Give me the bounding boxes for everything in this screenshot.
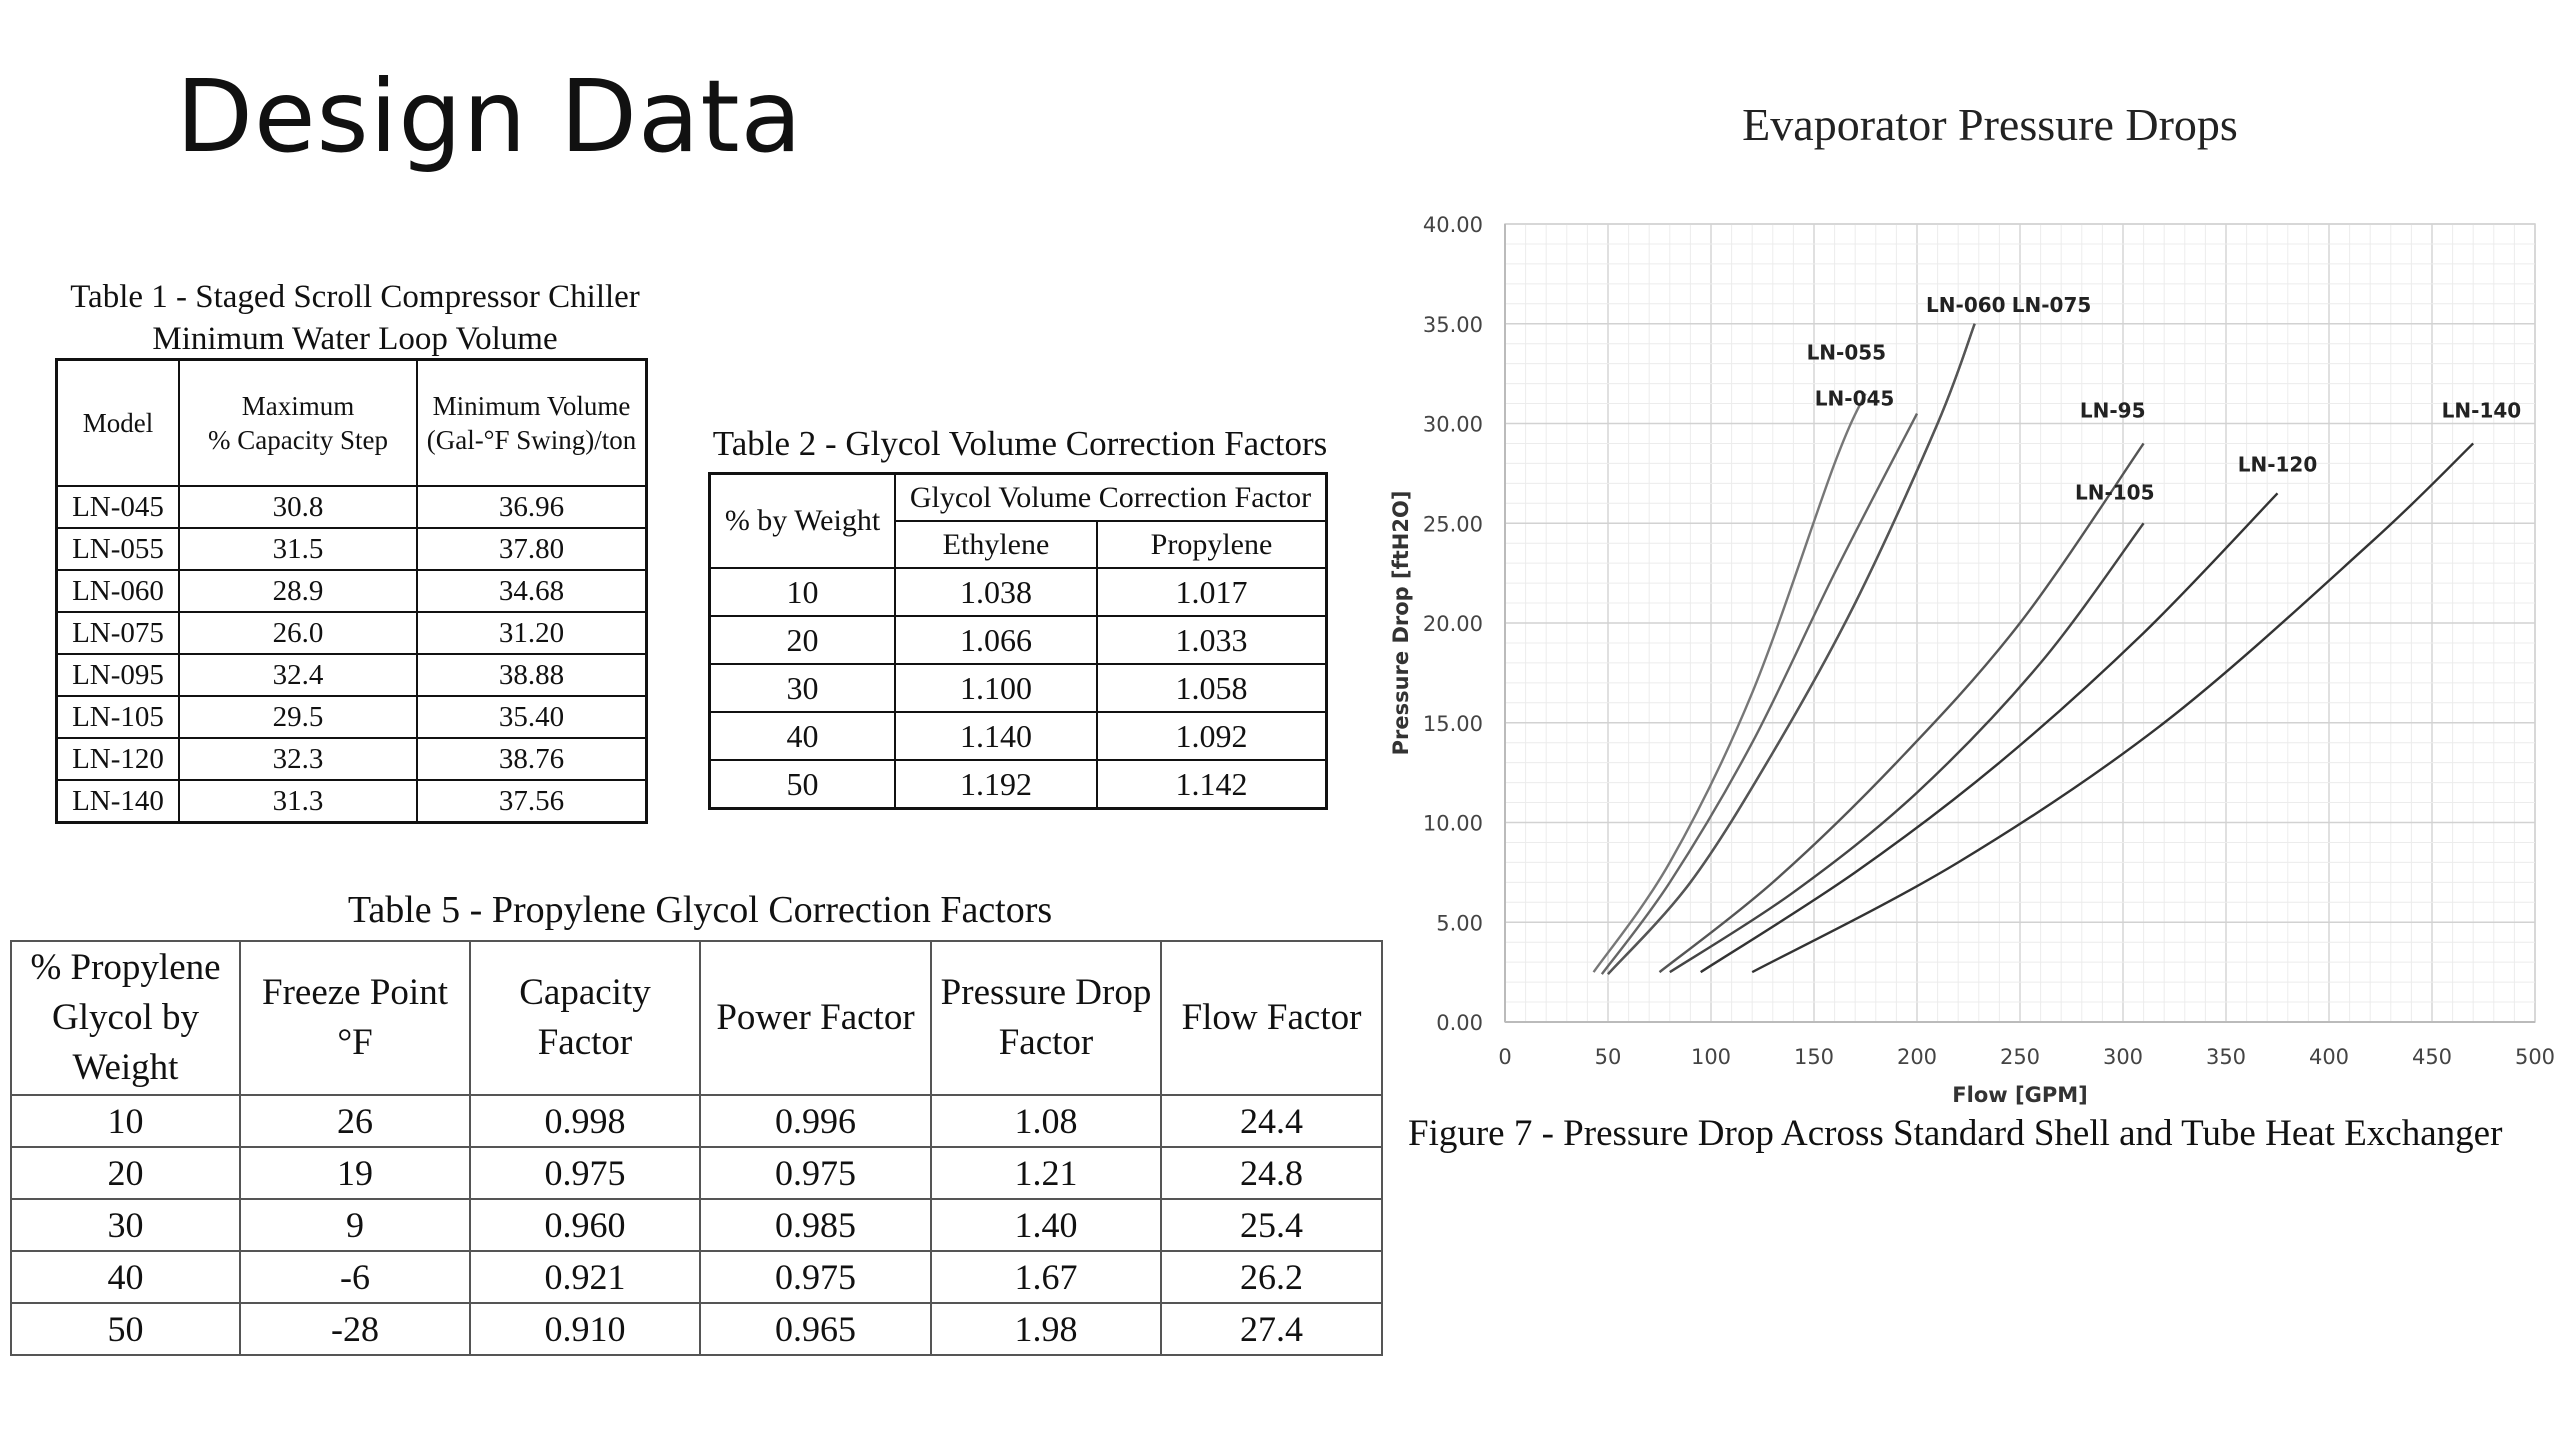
table5-caption: Table 5 - Propylene Glycol Correction Factors — [347, 889, 1053, 931]
y-axis-label: Pressure Drop [ftH2O] — [1389, 490, 1413, 756]
pressure-drop-chart — [1380, 99, 2560, 1120]
table1-min-water-volume — [55, 358, 648, 824]
series-label-ln-060: LN-060 — [1926, 292, 2006, 317]
table-row: 20 1.066 1.033 — [710, 616, 1327, 664]
table5-propylene-glycol-correction — [10, 940, 1383, 1356]
x-tick-label: 250 — [1999, 1045, 2041, 1069]
table-row: 10 1.038 1.017 — [710, 568, 1327, 616]
table-row: 40 1.140 1.092 — [710, 712, 1327, 760]
table5-header-weight: % Propylene Glycol by Weight — [11, 941, 240, 1095]
x-tick-label: 100 — [1690, 1045, 1732, 1069]
y-tick-label: 5.00 — [1436, 911, 1483, 936]
table5-header-flow: Flow Factor — [1161, 941, 1382, 1095]
table-row: LN-045 30.8 36.96 — [57, 486, 647, 528]
table5-header-capacity: Capacity Factor — [470, 941, 700, 1095]
x-tick-label: 200 — [1896, 1045, 1938, 1069]
y-tick-label: 35.00 — [1422, 312, 1483, 337]
series-label-ln-95: LN-95 — [2079, 398, 2146, 423]
table-row: LN-095 32.4 38.88 — [57, 654, 647, 696]
table5-header-power: Power Factor — [700, 941, 931, 1095]
table-row: 30 1.100 1.058 — [710, 664, 1327, 712]
table1-header-volume: Minimum Volume (Gal-°F Swing)/ton — [417, 360, 647, 487]
series-label-ln-075: LN-075 — [2011, 292, 2092, 317]
series-label-ln-105: LN-105 — [2074, 480, 2155, 505]
table-row: LN-120 32.3 38.76 — [57, 738, 647, 780]
y-tick-label: 40.00 — [1422, 213, 1483, 237]
x-tick-label: 0 — [1498, 1045, 1512, 1069]
y-tick-label: 25.00 — [1422, 512, 1483, 537]
table1-header-model: Model — [57, 360, 180, 487]
table2-glycol-volume-correction — [708, 472, 1328, 810]
table1-caption — [40, 276, 670, 360]
x-axis-label: Flow [GPM] — [1952, 1083, 2088, 1107]
table1-header-capacity: Maximum % Capacity Step — [179, 360, 417, 487]
table5-header-pressure: Pressure Drop Factor — [931, 941, 1161, 1095]
table-row: LN-055 31.5 37.80 — [57, 528, 647, 570]
table2-header-group: Glycol Volume Correction Factor — [895, 474, 1327, 522]
chart-title: Evaporator Pressure Drops — [1742, 99, 2238, 150]
table-row: 50 1.192 1.142 — [710, 760, 1327, 809]
table1-caption-line1: Table 1 - Staged Scroll Compressor Chiller — [70, 279, 640, 315]
table2-header-weight: % by Weight — [710, 474, 896, 569]
table2-header-ethylene: Ethylene — [895, 521, 1097, 568]
table-row: 30 9 0.960 0.985 1.40 25.4 — [11, 1199, 1382, 1251]
table-row: LN-105 29.5 35.40 — [57, 696, 647, 738]
x-tick-label: 450 — [2411, 1045, 2453, 1069]
y-tick-label: 15.00 — [1422, 711, 1483, 736]
series-label-ln-055: LN-055 — [1806, 340, 1887, 365]
table2-caption: Table 2 - Glycol Volume Correction Factors — [712, 424, 1328, 463]
table-row: LN-140 31.3 37.56 — [57, 780, 647, 823]
x-tick-label: 400 — [2308, 1045, 2350, 1069]
table2-header-propylene: Propylene — [1097, 521, 1327, 568]
y-tick-label: 20.00 — [1422, 612, 1483, 636]
series-label-ln-120: LN-120 — [2237, 452, 2318, 477]
x-tick-label: 500 — [2514, 1045, 2556, 1069]
table-row: LN-075 26.0 31.20 — [57, 612, 647, 654]
x-tick-label: 300 — [2102, 1045, 2144, 1069]
table-row: 20 19 0.975 0.975 1.21 24.8 — [11, 1147, 1382, 1199]
x-tick-label: 50 — [1594, 1045, 1622, 1069]
y-tick-label: 0.00 — [1436, 1011, 1483, 1035]
series-label-ln-045: LN-045 — [1814, 386, 1895, 411]
x-tick-label: 150 — [1793, 1045, 1835, 1069]
table-row: 50 -28 0.910 0.965 1.98 27.4 — [11, 1303, 1382, 1355]
y-tick-label: 10.00 — [1422, 811, 1483, 836]
figure-caption: Figure 7 - Pressure Drop Across Standard Shell and Tube Heat Exchanger — [1408, 1113, 2503, 1154]
series-label-ln-140: LN-140 — [2441, 398, 2522, 423]
table-row: 10 26 0.998 0.996 1.08 24.4 — [11, 1095, 1382, 1147]
table1-caption-line2: Minimum Water Loop Volume — [152, 321, 558, 357]
y-tick-label: 30.00 — [1422, 412, 1483, 437]
table-row: 40 -6 0.921 0.975 1.67 26.2 — [11, 1251, 1382, 1303]
table-row: LN-060 28.9 34.68 — [57, 570, 647, 612]
x-tick-label: 350 — [2205, 1045, 2247, 1069]
table5-header-freeze: Freeze Point °F — [240, 941, 470, 1095]
slide-title: Design Data — [176, 58, 803, 175]
